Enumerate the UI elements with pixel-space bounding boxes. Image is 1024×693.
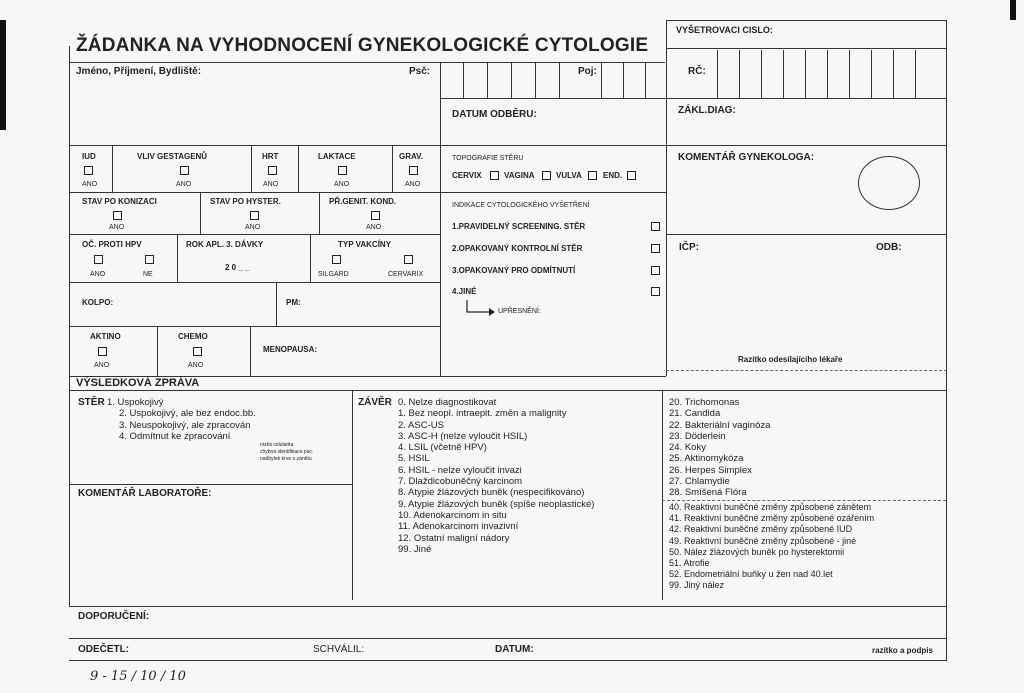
conization-label: STAV PO KONIZACI [82, 197, 157, 206]
hrt-checkbox[interactable] [268, 166, 277, 175]
lactation-label: LAKTACE [318, 152, 356, 161]
rc-cell[interactable] [871, 50, 872, 98]
anam-v [310, 234, 311, 282]
results-header: VÝSLEDKOVÁ ZPRÁVA [76, 377, 200, 389]
anam-line-3 [69, 282, 440, 283]
ano-label: ANO [176, 181, 192, 188]
finding-item[interactable]: 50. Nález žlázových buněk po hysterektomii [669, 546, 845, 557]
vagina-checkbox[interactable] [542, 171, 551, 180]
finding-item[interactable]: 28. Smíšená Flóra [669, 487, 747, 499]
anam-v [250, 326, 251, 376]
cervarix-checkbox[interactable] [404, 255, 413, 264]
indication-2-checkbox[interactable] [651, 244, 660, 253]
ano-label: ANO [90, 271, 106, 278]
last-period-label: PM: [286, 298, 301, 307]
smear-item[interactable]: 4. Odmítnut ke zpracování [119, 430, 231, 442]
finding-item[interactable]: 20. Trichomonas [669, 397, 740, 408]
ano-label: ANO [82, 181, 98, 188]
topography-title: TOPOGRAFIE STĚRU [452, 155, 524, 162]
conclusion-item[interactable]: 0. Nelze diagnostikovat [398, 397, 497, 408]
ne-label: NE [143, 271, 153, 278]
psc-cell[interactable] [511, 62, 512, 98]
cervarix-label: CERVARIX [388, 271, 424, 278]
finding-item[interactable]: 51. Atrofie [669, 558, 710, 569]
conization-checkbox[interactable] [113, 211, 122, 220]
dose-year-label: ROK APL. 3. DÁVKY [186, 240, 264, 249]
ano-label: ANO [334, 181, 350, 188]
dose-year-value[interactable]: 2 0 _ _ [225, 263, 250, 272]
rejection-reason: nadbytek krve n.zánětu [260, 456, 312, 462]
genital-condyloma-checkbox[interactable] [371, 211, 380, 220]
poj-label: Poj: [578, 66, 597, 77]
conclusion-item[interactable]: 5. HSIL [398, 453, 430, 465]
conclusion-list [398, 397, 594, 555]
rc-cell[interactable] [915, 50, 916, 98]
cervix-checkbox[interactable] [490, 171, 499, 180]
finding-item[interactable]: 49. Reaktivní buněčné změny způsobené - jiné [669, 535, 857, 546]
department-label: ODB: [876, 242, 902, 253]
finding-item[interactable]: 41. Reaktivní buněčné změny způsobené ozářením [669, 513, 875, 524]
frame-top-right [666, 20, 947, 21]
vagina-label: VAGINA [504, 171, 535, 180]
icp-line [666, 234, 947, 235]
conclusion-item[interactable]: 3. ASC-H (nelze vyloučit HSIL) [398, 430, 528, 442]
hysterectomy-checkbox[interactable] [250, 211, 259, 220]
name-label: Jméno, Příjmení, Bydliště: [76, 66, 202, 77]
results-line [69, 390, 947, 391]
finding-item[interactable]: 21. Candida [669, 408, 721, 420]
anam-v [298, 145, 299, 192]
chemotherapy-checkbox[interactable] [193, 347, 202, 356]
finding-item[interactable]: 26. Herpes Simplex [669, 464, 752, 476]
vulva-label: VULVA [556, 171, 582, 180]
vulva-checkbox[interactable] [588, 171, 597, 180]
radiotherapy-label: AKTINO [90, 332, 121, 341]
indication-1-label: 1.PRAVIDELNÝ SCREENING. STĚR [452, 222, 586, 231]
date-label: DATUM: [495, 644, 534, 655]
hpv-yes-checkbox[interactable] [94, 255, 103, 264]
indication-4-label: 4.JINÉ [452, 287, 477, 296]
ano-label: ANO [405, 181, 421, 188]
rc-cell[interactable] [827, 50, 828, 98]
smear-label: STĚR [78, 397, 105, 408]
ano-label: ANO [263, 181, 279, 188]
poj-cell[interactable] [623, 62, 624, 98]
col-divider-right [666, 20, 667, 376]
rc-label: RČ: [688, 66, 706, 77]
anam-v [157, 326, 158, 376]
psc-cell[interactable] [535, 62, 536, 98]
rejection-reason: chybná identifikace pac. [260, 449, 314, 455]
hpv-vaccine-label: OČ. PROTI HPV [82, 240, 142, 249]
rc-cell[interactable] [761, 50, 762, 98]
base-diagnosis-label: ZÁKL.DIAG: [678, 105, 736, 116]
finding-item[interactable]: 22. Bakteriální vaginóza [669, 419, 771, 431]
rc-cell[interactable] [849, 50, 850, 98]
lab-comment-line [69, 484, 352, 485]
conclusion-item[interactable]: 99. Jiné [398, 543, 432, 555]
frame-right [946, 20, 947, 660]
conclusion-item[interactable]: 9. Atypie žlázových buněk (spíše neoplastické) [398, 498, 595, 510]
conclusion-label: ZÁVĚR [358, 397, 392, 408]
anam-line-1 [69, 192, 440, 193]
stamp-signature-label: razítko a podpis [872, 646, 933, 655]
scan-edge-right [1010, 0, 1016, 20]
ano-label: ANO [245, 224, 261, 231]
findings-list-b [669, 502, 874, 592]
row-line-2 [69, 145, 947, 146]
results-col-1 [352, 390, 353, 600]
cervix-label: CERVIX [452, 171, 482, 180]
conclusion-item[interactable]: 10. Adenokarcinom in situ [398, 509, 507, 521]
anam-line-4 [69, 326, 440, 327]
stamp-circle-icon [858, 156, 920, 210]
finding-item[interactable]: 40. Reaktivní buněčné změny způsobené zánětem [669, 502, 872, 512]
finding-item[interactable]: 42. Reaktivní buněčné změny způsobené IUD [669, 524, 853, 535]
anam-v [319, 192, 320, 234]
poj-cell[interactable] [645, 62, 646, 98]
topo-line [440, 192, 666, 193]
sample-date-label: DATUM ODBĚRU: [452, 109, 537, 120]
rc-cell[interactable] [783, 50, 784, 98]
stamp-line [666, 370, 947, 371]
psc-label: Psč: [409, 66, 431, 77]
hrt-label: HRT [262, 152, 279, 161]
finding-item[interactable]: 24. Koky [669, 442, 706, 454]
rc-cell[interactable] [717, 50, 718, 98]
conclusion-item[interactable]: 11. Adenokarcinom invazivní [398, 521, 519, 533]
col-divider-mid [440, 62, 441, 376]
anam-v [276, 282, 277, 326]
approved-by-label: SCHVÁLIL: [313, 644, 365, 655]
handwritten-date: 9 - 15 / 10 / 10 [90, 669, 186, 684]
finding-item[interactable]: 99. Jiný nález [669, 580, 725, 591]
smear-list [107, 397, 256, 442]
conclusion-item[interactable]: 2. ASC-US [398, 419, 444, 431]
silgard-label: SILGARD [318, 271, 349, 278]
finding-item[interactable]: 27. Chlamydie [669, 476, 730, 488]
endocervix-label: END. [603, 171, 623, 180]
rc-cell[interactable] [805, 50, 806, 98]
conclusion-item[interactable]: 4. LSIL (včetně HPV) [398, 442, 487, 454]
anam-v [177, 234, 178, 282]
silgard-checkbox[interactable] [332, 255, 341, 264]
arrow-icon [465, 300, 499, 318]
indication-1-checkbox[interactable] [651, 222, 660, 231]
lactation-checkbox[interactable] [338, 166, 347, 175]
indication-4-checkbox[interactable] [651, 287, 660, 296]
gravidity-label: GRAV. [399, 152, 424, 161]
findings-divider [662, 500, 946, 501]
rc-cell[interactable] [893, 50, 894, 98]
read-by-label: ODEČETL: [78, 644, 130, 655]
menopause-label: MENOPAUSA: [263, 345, 318, 354]
title-underline [69, 62, 665, 63]
iud-checkbox[interactable] [84, 166, 93, 175]
conclusion-item[interactable]: 7. Dlaždicobuněčný karcinom [398, 476, 523, 488]
results-col-2 [662, 390, 663, 600]
ano-label: ANO [109, 224, 125, 231]
gynecologist-comment-label: KOMENTÁŘ GYNEKOLOGA: [678, 152, 815, 163]
psc-cell[interactable] [559, 62, 560, 98]
gravidity-checkbox[interactable] [409, 166, 418, 175]
ano-label: ANO [94, 362, 110, 369]
form-title: ŽÁDANKA NA VYHODNOCENÍ GYNEKOLOGICKÉ CYTOLOGIE [76, 35, 649, 56]
ano-label: ANO [188, 362, 204, 369]
conclusion-item[interactable]: 6. HSIL - nelze vyloučit invazi [398, 464, 522, 476]
vaccine-type-label: TYP VAKCÍNY [338, 240, 392, 249]
gestagen-label: VLIV GESTAGENŮ [137, 152, 208, 161]
radiotherapy-checkbox[interactable] [98, 347, 107, 356]
rc-cell[interactable] [739, 50, 740, 98]
lab-comment-label: KOMENTÁŘ LABORATOŘE: [78, 488, 212, 499]
endocervix-checkbox[interactable] [627, 171, 636, 180]
recommendation-label: DOPORUČENÍ: [78, 611, 150, 622]
anam-v [112, 145, 113, 192]
icp-label: IČP: [679, 242, 699, 253]
conclusion-item[interactable]: 12. Ostatní maligní nádory [398, 532, 510, 544]
specification-label: UPŘESNĚNÍ: [498, 308, 541, 315]
exam-no-line [666, 48, 947, 49]
rejection-reason: nízká celularita [260, 442, 294, 448]
row-line-1 [440, 98, 947, 99]
psc-cell[interactable] [463, 62, 464, 98]
findings-list-a [669, 397, 770, 499]
finding-item[interactable]: 23. Döderlein [669, 430, 726, 442]
scan-edge-left [0, 20, 6, 130]
ano-label: ANO [366, 224, 382, 231]
footer-line-bottom [69, 660, 947, 661]
smear-item[interactable]: 1. Uspokojivý [107, 397, 164, 408]
doctor-stamp-label: Razítko odesílajícího lékaře [738, 355, 843, 364]
indication-2-label: 2.OPAKOVANÝ KONTROLNÍ STĚR [452, 244, 583, 253]
chemotherapy-label: CHEMO [178, 332, 208, 341]
iud-label: IUD [82, 152, 96, 161]
conclusion-item[interactable]: 8. Atypie žlázových buněk (nespecifikováno) [398, 487, 585, 499]
conclusion-item[interactable]: 1. Bez neopl. intraepit. změn a malignity [398, 408, 567, 420]
smear-item[interactable]: 2. Uspokojivý, ale bez endoc.bb. [119, 408, 256, 420]
gestagen-checkbox[interactable] [180, 166, 189, 175]
rejection-reasons [260, 442, 313, 463]
footer-line-top [69, 638, 947, 639]
anam-v [392, 145, 393, 192]
indication-title: INDIKACE CYTOLOGICKÉHO VYŠETŘENÍ [452, 202, 590, 209]
genital-condyloma-label: PŘ.GENIT. KOND. [329, 197, 397, 206]
recommendation-line [69, 606, 947, 607]
smear-item[interactable]: 3. Neuspokojivý, ale zpracován [119, 419, 251, 431]
hysterectomy-label: STAV PO HYSTER. [210, 197, 281, 206]
poj-cell[interactable] [601, 62, 602, 98]
finding-item[interactable]: 52. Endometriální buňky u žen nad 40.let [669, 569, 833, 580]
anam-v [200, 192, 201, 234]
exam-no-label: VYŠETROVACI CISLO: [676, 25, 773, 35]
psc-cell[interactable] [487, 62, 488, 98]
anam-v [251, 145, 252, 192]
anam-line-2 [69, 234, 440, 235]
indication-3-checkbox[interactable] [651, 266, 660, 275]
finding-item[interactable]: 25. Aktinomykóza [669, 453, 744, 465]
indication-3-label: 3.OPAKOVANÝ PRO ODMÍTNUTÍ [452, 266, 576, 275]
colposcopy-label: KOLPO: [82, 298, 114, 307]
hpv-no-checkbox[interactable] [145, 255, 154, 264]
